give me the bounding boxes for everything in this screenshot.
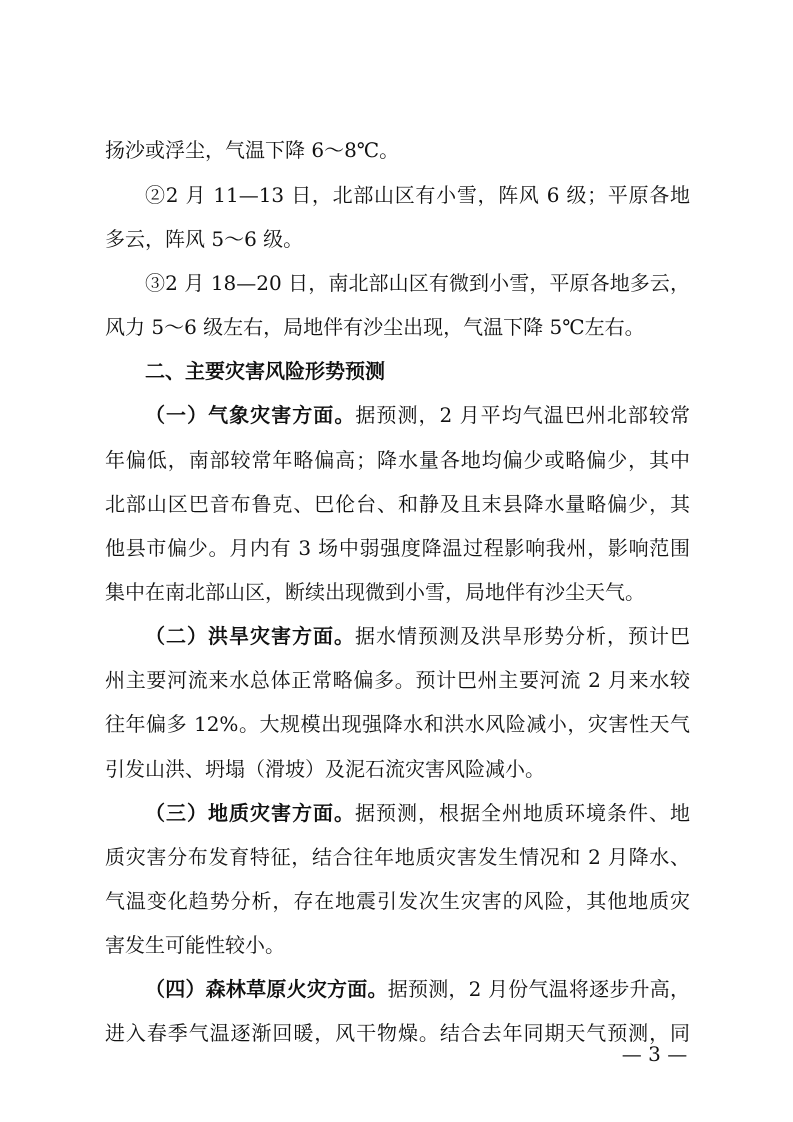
paragraph-line: 气温变化趋势分析，存在地震引发次生灾害的风险，其他地质灾: [105, 889, 690, 913]
paragraph-line: ③2 月 18—20 日，南北部山区有微到小雪，平原各地多云，: [145, 271, 690, 295]
paragraph-line: 扬沙或浮尘，气温下降 6～8℃。: [105, 138, 400, 162]
paragraph-line: 他县市偏少。月内有 3 场中弱强度降温过程影响我州，影响范围: [105, 536, 690, 560]
paragraph-line: 年偏低，南部较常年略偏高；降水量各地均偏少或略偏少，其中: [105, 448, 690, 472]
page-number: — 3 —: [621, 1042, 688, 1066]
subsection-lead: （一）气象灾害方面。: [145, 403, 356, 427]
paragraph-line: （二）洪旱灾害方面。据水情预测及洪旱形势分析，预计巴: [145, 624, 690, 648]
paragraph-line: 多云，阵风 5～6 级。: [105, 227, 304, 251]
paragraph-line: （三）地质灾害方面。据预测，根据全州地质环境条件、地: [145, 801, 690, 825]
subsection-lead: （四）森林草原火灾方面。: [145, 977, 388, 1001]
paragraph-line: （一）气象灾害方面。据预测，2 月平均气温巴州北部较常: [145, 403, 691, 427]
paragraph-line: 害发生可能性较小。: [105, 933, 285, 957]
subsection-lead: （三）地质灾害方面。: [145, 801, 355, 825]
paragraph-line: 引发山洪、坍塌（滑坡）及泥石流灾害风险减小。: [105, 757, 545, 781]
section-heading: 二、主要灾害风险形势预测: [145, 359, 385, 383]
paragraph-line: 州主要河流来水总体正常略偏多。预计巴州主要河流 2 月来水较: [105, 668, 690, 692]
paragraph-line: 进入春季气温逐渐回暖，风干物燥。结合去年同期天气预测，同: [105, 1021, 690, 1045]
paragraph-line: 往年偏多 12%。大规模出现强降水和洪水风险减小，灾害性天气: [105, 712, 690, 736]
subsection-lead: （二）洪旱灾害方面。: [145, 624, 355, 648]
paragraph-line: （四）森林草原火灾方面。据预测，2 月份气温将逐步升高，: [145, 977, 690, 1001]
paragraph-line: ②2 月 11—13 日，北部山区有小雪，阵风 6 级；平原各地: [145, 183, 690, 207]
paragraph-line: 北部山区巴音布鲁克、巴伦台、和静及且末县降水量略偏少，其: [105, 492, 690, 516]
paragraph-line: 集中在南北部山区，断续出现微到小雪，局地伴有沙尘天气。: [105, 580, 645, 604]
paragraph-line: 风力 5～6 级左右，局地伴有沙尘出现，气温下降 5℃左右。: [105, 315, 645, 339]
paragraph-line: 质灾害分布发育特征，结合往年地质灾害发生情况和 2 月降水、: [105, 845, 690, 869]
